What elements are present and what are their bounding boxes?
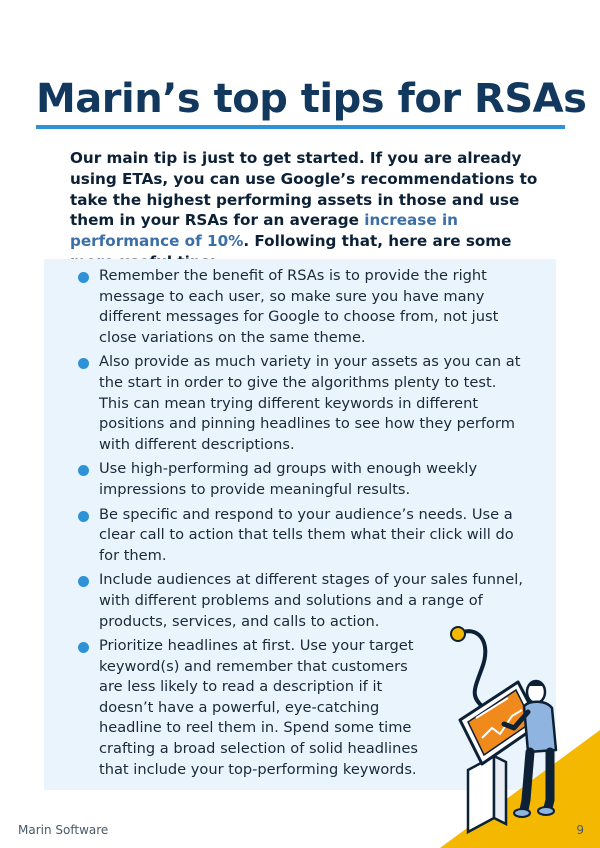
tip-text: Use high-performing ad groups with enough weekly impressions to provide meaningful results. [99,460,478,498]
tip-text: Prioritize headlines at first. Use your target keyword(s) and remember that customers are less likely to read a description if it doesn’t have a powerful, eye-catching headline to reel them in. Spend some time crafting a broad selection of solid headlines that include your top-performing keywords. [99,637,418,778]
tip-text: Also provide as much variety in your assets as you can at the start in order to give the algorithms plenty to test. This can mean trying different keywords in different positions and pinning headlines to see how they perform with different descriptions. [99,353,521,453]
tip-item [78,266,528,348]
person-shoe-left [514,809,530,817]
bullet-dot-icon [78,511,89,522]
page-number: 9 [576,823,584,837]
page-title: Marin’s top tips for RSAs [36,76,587,122]
intro-highlight: increase in performance of 10% [70,211,458,251]
tip-text: Include audiences at different stages of your sales funnel, with different problems and solutions and a range of products, services, and calls to action. [99,571,523,630]
person-torso [524,702,556,752]
cable-end-icon [451,627,465,641]
person-at-kiosk-illustration [400,620,600,848]
title-underline [36,125,565,129]
footer-brand: Marin Software [18,823,109,837]
bullet-dot-icon [78,272,89,283]
intro-text-end: . Following that, here are some [243,232,512,251]
kiosk-cable [458,631,485,708]
person-hair [528,680,544,686]
tip-item [78,459,528,500]
person-shoe-right [538,807,554,815]
tip-text: Be specific and respond to your audience’s needs. Use a clear call to action that tells them what their click will do for them. [99,505,514,564]
tip-item [78,352,528,455]
kiosk-stand [468,756,494,832]
tip-item [78,505,528,567]
intro-paragraph [70,148,538,273]
kiosk-stand-side [494,756,506,824]
intro-text-start: Our main tip is just to get started. If you are already using ETAs, you can use Google’s recommendations to take the highest performing assets in those and use them in your RSAs for an average [70,149,538,230]
tip-text: Remember the benefit of RSAs is to provide the right message to each user, so make sure you have many different messages for Google to choose from, not just close variations on the same theme. [99,267,499,346]
